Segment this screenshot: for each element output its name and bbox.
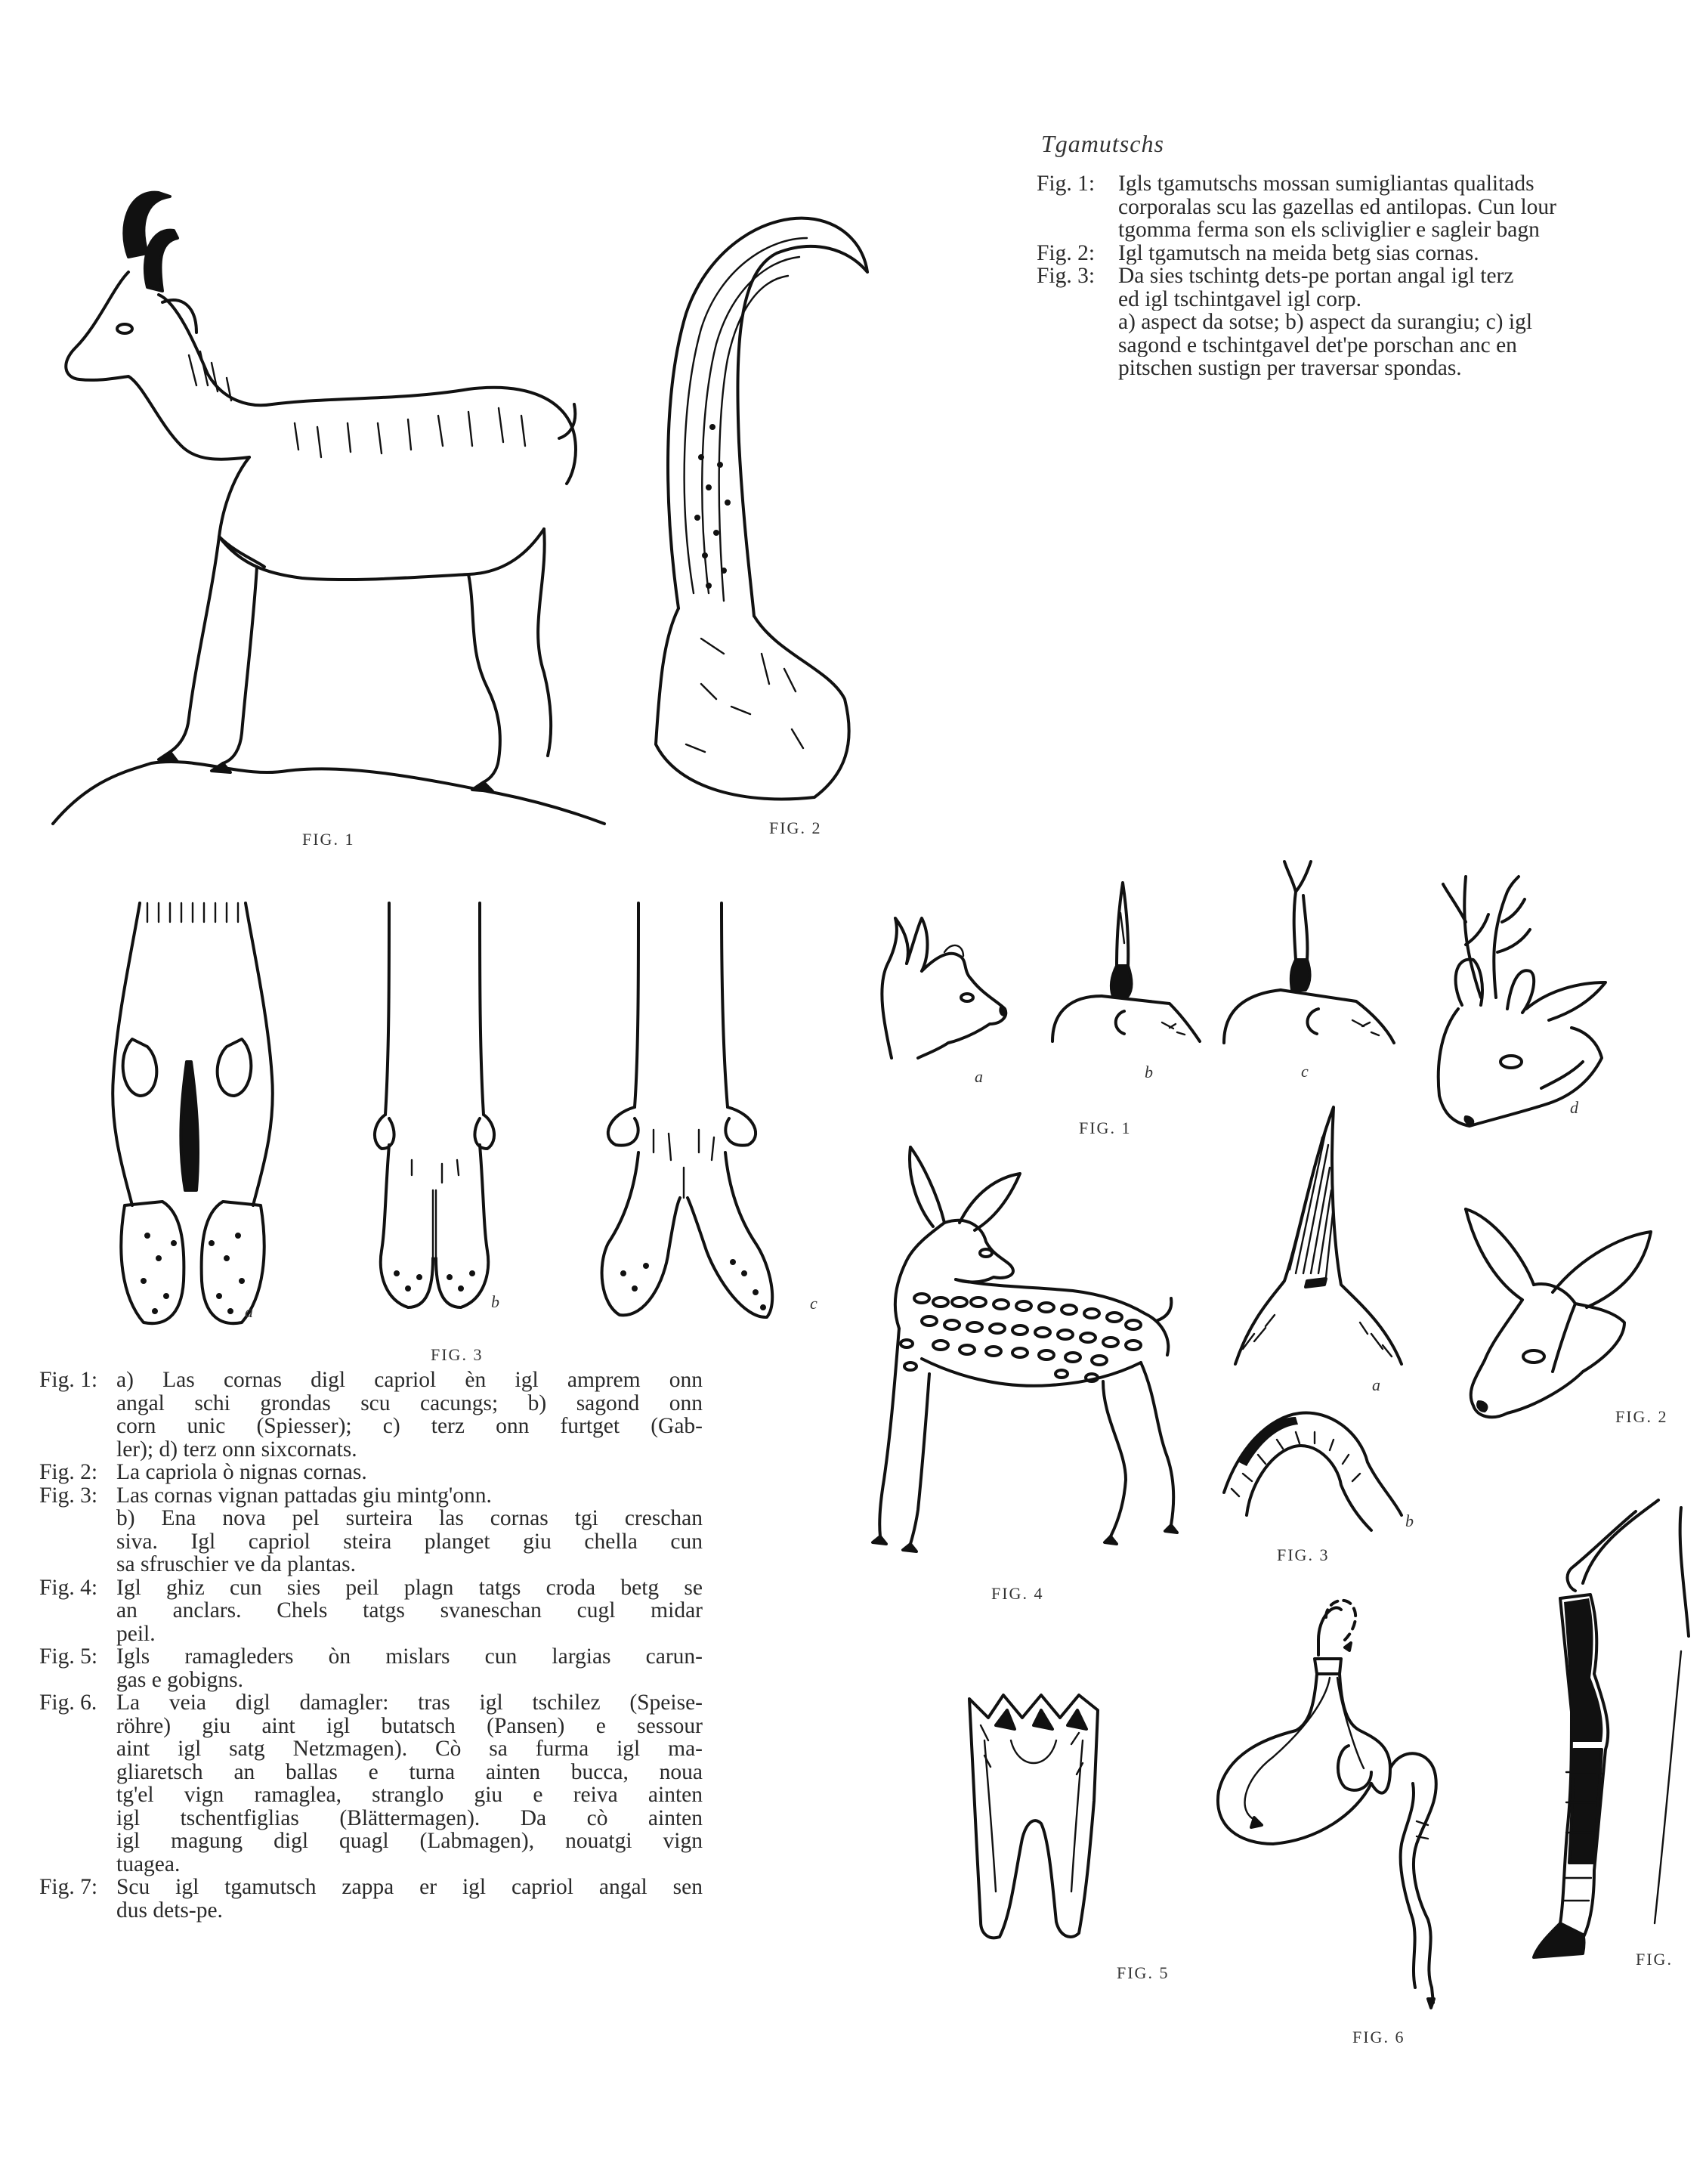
chamois-foot-a xyxy=(102,903,283,1326)
legend-entry xyxy=(39,1369,703,1461)
fig3-caption-right: FIG. 3 xyxy=(1277,1545,1330,1564)
legend-line: angal schi grondas scu cacungs; b) sagond onn xyxy=(116,1391,703,1415)
legend-label: Fig. 1: xyxy=(39,1368,98,1392)
fig1-sublabel-a-right: a xyxy=(975,1067,983,1086)
legend-entry xyxy=(39,1461,703,1484)
fig2-caption-right: FIG. 2 xyxy=(1615,1407,1668,1426)
ruminant-stomach xyxy=(1213,1595,1485,2018)
legend-line: Las cornas vignan pattadas giu mintg'onn. xyxy=(116,1483,492,1508)
legend-line: corn unic (Spiesser); c) terz onn furtget (Gab- xyxy=(116,1414,703,1438)
legend-line: aint igl satg Netzmagen). Cò sa furma igl ma- xyxy=(116,1737,703,1761)
legend-line: dus dets-pe. xyxy=(116,1898,223,1923)
roe-leg xyxy=(1530,1500,1700,1969)
fig1-sublabel-b-right: b xyxy=(1145,1063,1153,1081)
legend-line: Da sies tschintg dets-pe portan angal igl terz xyxy=(1118,264,1514,288)
legend-line: La veia digl damagler: tras igl tschilez (Speise- xyxy=(116,1691,703,1715)
legend-line: Scu igl tgamutsch zappa er igl capriol angal sen xyxy=(116,1875,703,1899)
fig1-sublabel-c-right: c xyxy=(1301,1062,1309,1081)
fig3-sublabel-b: b xyxy=(491,1292,499,1311)
doe-head xyxy=(1462,1209,1681,1421)
legend-line: Igl ghiz cun sies peil plagn tatgs croda betg se xyxy=(116,1575,703,1600)
legend-line: a) Las cornas digl capriol èn igl amprem onn xyxy=(116,1368,703,1392)
legend-line: sagond e tschintgavel det'pe porschan anc en xyxy=(1118,333,1517,357)
fig1-caption-right: FIG. 1 xyxy=(1079,1118,1132,1137)
legend-line: pitschen sustign per traversar spondas. xyxy=(1118,357,1462,380)
bottom-legend xyxy=(39,1369,703,1922)
legend-line: corporalas scu las gazellas ed antilopas. Cun lour xyxy=(1118,195,1556,218)
fig7-caption-right: FIG. xyxy=(1636,1950,1673,1969)
legend-line: La capriola ò nignas cornas. xyxy=(116,1460,367,1484)
fig3-sublabel-a: a xyxy=(245,1302,253,1321)
legend-line: ler); d) terz onn sixcornats. xyxy=(116,1437,357,1462)
legend-label: Fig. 4: xyxy=(39,1575,98,1600)
horn-illustration xyxy=(656,215,867,820)
legend-line: igl tschentfiglias (Blättermagen). Da cò ainten xyxy=(116,1805,703,1830)
legend-entry xyxy=(39,1645,703,1691)
legend-line: Igls tgamutschs mossan sumigliantas qualitads xyxy=(1118,172,1534,196)
chamois-foot-c xyxy=(593,903,790,1319)
legend-line: an anclars. Chels tatgs svaneschan cugl midar xyxy=(116,1598,703,1623)
roe-head-a xyxy=(873,918,1016,1058)
antler-section-a xyxy=(1228,1107,1409,1379)
fig3-sublabel-b-right: b xyxy=(1405,1511,1414,1530)
legend-line: a) aspect da sotse; b) aspect da surangiu; c) igl xyxy=(1118,311,1533,334)
roe-head-b xyxy=(1049,883,1200,1049)
legend-line: Igl tgamutsch na meida betg sias cornas. xyxy=(1118,241,1479,264)
fig3-sublabel-c: c xyxy=(810,1294,817,1313)
legend-entry xyxy=(39,1484,703,1576)
fig2-caption-left: FIG. 2 xyxy=(769,818,822,837)
legend-line: sa sfruschier ve da plantas. xyxy=(116,1552,357,1576)
roe-head-d xyxy=(1436,877,1677,1126)
legend-entry xyxy=(1037,172,1685,242)
legend-entry xyxy=(1037,264,1685,380)
antler-section-b xyxy=(1216,1402,1405,1538)
legend-line: Igls ramagleders òn mislars cun largias carun- xyxy=(116,1644,703,1669)
section-heading: Tgamutschs xyxy=(1041,130,1164,157)
legend-line: röhre) giu aint igl butatsch (Pansen) e sessour xyxy=(116,1713,703,1738)
chamois-foot-b xyxy=(366,903,502,1311)
legend-line: ed igl tschintgavel igl corp. xyxy=(1118,287,1361,311)
legend-label: Fig. 2: xyxy=(1037,240,1096,265)
legend-line: gas e gobigns. xyxy=(116,1667,243,1692)
fig4-caption-right: FIG. 4 xyxy=(991,1584,1044,1603)
roe-head-c xyxy=(1220,862,1394,1050)
legend-line: siva. Igl capriol steira planget giu chella cun xyxy=(116,1529,703,1554)
legend-line: tg'el vign ramaglea, stranglo giu e reiva ainten xyxy=(116,1783,703,1807)
legend-label: Fig. 3: xyxy=(1037,264,1096,288)
legend-line: igl magung digl quagl (Labmagen), nouatgi vign xyxy=(116,1829,703,1853)
legend-line: tuagea. xyxy=(116,1851,181,1876)
fig3-sublabel-a-right: a xyxy=(1372,1375,1380,1394)
legend-entry xyxy=(39,1576,703,1646)
legend-label: Fig. 3: xyxy=(39,1483,98,1508)
chamois-illustration xyxy=(45,174,620,824)
legend-label: Fig. 6. xyxy=(39,1691,97,1715)
legend-entry xyxy=(39,1876,703,1922)
fawn-illustration xyxy=(876,1147,1194,1570)
fig1-sublabel-d-right: d xyxy=(1570,1098,1578,1117)
fig3-caption-left: FIG. 3 xyxy=(431,1345,484,1364)
top-legend xyxy=(1037,172,1685,380)
legend-entry xyxy=(39,1691,703,1876)
fig6-caption-right: FIG. 6 xyxy=(1352,2028,1405,2046)
legend-line: peil. xyxy=(116,1621,156,1646)
legend-line: gliaretsch an ballas e turna ainten bucca, noua xyxy=(116,1759,703,1784)
legend-label: Fig. 2: xyxy=(39,1460,98,1484)
legend-entry xyxy=(1037,242,1685,265)
fig1-caption-left: FIG. 1 xyxy=(302,830,355,849)
legend-line: b) Ena nova pel surteira las cornas tgi creschan xyxy=(116,1506,703,1530)
fig5-caption-right: FIG. 5 xyxy=(1117,1963,1170,1982)
legend-line: tgomma ferma son els scliviglier e sagleir bagn xyxy=(1118,218,1540,242)
legend-label: Fig. 1: xyxy=(1037,172,1096,196)
molar-tooth xyxy=(966,1695,1102,1944)
legend-label: Fig. 5: xyxy=(39,1644,98,1669)
legend-label: Fig. 7: xyxy=(39,1875,98,1899)
